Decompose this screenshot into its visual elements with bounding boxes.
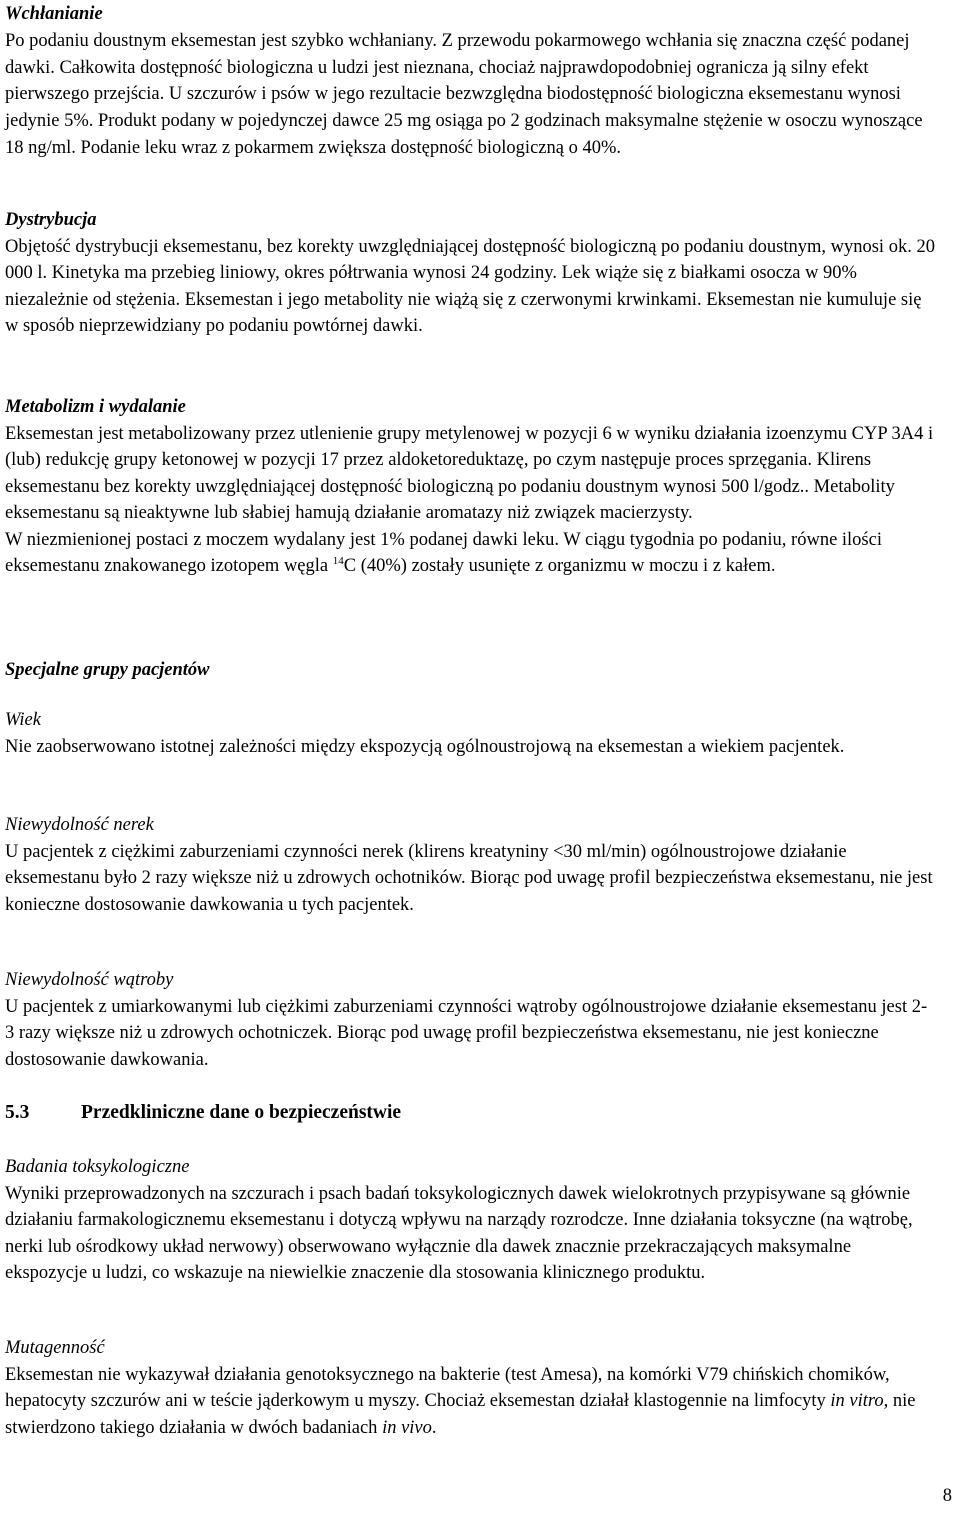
- isotope-superscript: 14: [332, 554, 344, 567]
- paragraph-renal: U pacjentek z ciężkimi zaburzeniami czynności nerek (klirens kreatyniny <30 ml/min) ogólnoustrojowe działanie eksemestanu było 2 razy większe niż u zdrowych ochotników. Biorąc pod uwagę profil bezpieczeństwa eksemestanu, nie jest konieczne dostosowanie dawkowania u tych pacjentek.: [5, 841, 933, 915]
- paragraph-hepatic: U pacjentek z umiarkowanymi lub ciężkimi zaburzeniami czynności wątroby ogólnoustrojowe działanie eksemestanu jest 2-3 razy większe niż u zdrowych ochotniczek. Biorąc pod uwagę profil bezpieczeństwa eksemestanu, nie jest konieczne dostosowanie dawkowania.: [5, 996, 928, 1070]
- metabolism-text-before: W niezmienionej postaci z moczem wydalany jest 1% podanej dawki leku. W ciągu tygodnia po podaniu, równe ilości eksemestanu znakowanego izotopem węgla: [5, 529, 882, 576]
- subsection-hepatic: [5, 967, 935, 1073]
- mutagenicity-in-vivo: in vivo: [382, 1417, 432, 1438]
- subsection-age: [5, 707, 935, 760]
- label-renal: Niewydolność nerek: [5, 815, 154, 835]
- mutagenicity-text-2: nie stwierdzono takiego działania w dwóch badaniach: [5, 1391, 916, 1438]
- section-title: Przedkliniczne dane o bezpieczeństwie: [81, 1102, 402, 1123]
- subsection-renal: [5, 812, 935, 918]
- paragraph-metabolism-2: [5, 527, 935, 580]
- label-mutagenicity: Mutagenność: [5, 1338, 105, 1358]
- paragraph-metabolism-1: Eksemestan jest metabolizowany przez utlenienie grupy metylenowej w pozycji 6 w wyniku działania izoenzymu CYP 3A4 i (lub) redukcję grupy ketonowej w pozycji 17 przez aldoketoreduktazę, po czym następuje proces sprzęgania. Klirens eksemestanu bez korekty uwzględniającej dostępność biologiczną po podaniu doustnym wynosi 500 l/godz.. Metabolity eksemestanu są nieaktywne lub słabiej hamują działanie aromatazy niż związek macierzysty.: [5, 423, 934, 523]
- page-number: 8: [942, 1486, 952, 1506]
- section-special-groups: [5, 657, 935, 684]
- subsection-mutagenicity: [5, 1335, 935, 1441]
- mutagenicity-text-1: Eksemestan nie wykazywał działania genotoksycznego na bakterie (test Amesa), na komórki V79 chińskich chomików, hepatocyty szczurów ani w teście jąderkowym u myszy. Chociaż eksemestan działał klastogennie na limfocyty: [5, 1364, 890, 1411]
- section-metabolism: [5, 394, 935, 580]
- heading-special-groups: Specjalne grupy pacjentów: [5, 660, 210, 680]
- paragraph-age: Nie zaobserwowano istotnej zależności między ekspozycją ogólnoustrojową na eksemestan a wiekiem pacjentek.: [5, 736, 845, 757]
- paragraph-distribution: Objętość dystrybucji eksemestanu, bez korekty uwzględniającej dostępność biologiczną po podaniu doustnym, wynosi ok. 20 000 l. Kinetyka ma przebieg liniowy, okres półtrwania wynosi 24 godziny. Lek wiąże się z białkami osocza w 90% niezależnie od stężenia. Eksemestan i jego metabolity nie wiążą się z czerwonymi krwinkami. Eksemestan nie kumuluje się w sposób nieprzewidziany po podaniu powtórnej dawki.: [5, 236, 935, 336]
- section-number: 5.3: [5, 1102, 30, 1123]
- paragraph-toxicology: Wyniki przeprowadzonych na szczurach i psach badań toksykologicznych dawek wielokrotnych przypisywane są głównie działaniu farmakologicznemu eksemestanu i dotyczą wpływu na narządy rozrodcze. Inne działania toksyczne (na wątrobę, nerki lub ośrodkowy układ nerwowy) obserwowano wyłącznie dla dawek znacznie przekraczających maksymalne ekspozycje u ludzi, co wskazuje na niewielkie znaczenie dla stosowania klinicznego produktu.: [5, 1183, 913, 1283]
- metabolism-text-after: C (40%) zostały usunięte z organizmu w moczu i z kałem.: [343, 556, 776, 576]
- label-toxicology: Badania toksykologiczne: [5, 1157, 190, 1177]
- heading-absorption: Wchłanianie: [5, 4, 103, 24]
- label-hepatic: Niewydolność wątroby: [5, 970, 174, 990]
- heading-metabolism: Metabolizm i wydalanie: [5, 397, 186, 417]
- label-age: Wiek: [5, 710, 41, 730]
- section-preclinical: [5, 1100, 935, 1127]
- section-absorption: [5, 1, 935, 162]
- heading-preclinical: [5, 1100, 935, 1127]
- mutagenicity-text-3: .: [431, 1417, 437, 1438]
- mutagenicity-in-vitro: in vitro,: [830, 1391, 889, 1411]
- subsection-toxicology: [5, 1154, 935, 1287]
- paragraph-absorption: Po podaniu doustnym eksemestan jest szybko wchłaniany. Z przewodu pokarmowego wchłania się znaczna część podanej dawki. Całkowita dostępność biologiczna u ludzi jest nieznana, chociaż najprawdopodobniej ogranicza ją silny efekt pierwszego przejścia. U szczurów i psów w jego rezultacie bezwzględna biodostępność biologiczna eksemestanu wynosi jedynie 5%. Produkt podany w pojedynczej dawce 25 mg osiąga po 2 godzinach maksymalne stężenie w osoczu wynoszące 18 ng/ml. Podanie leku wraz z pokarmem zwiększa dostępność biologiczną o 40%.: [5, 30, 923, 158]
- heading-distribution: Dystrybucja: [5, 210, 97, 230]
- paragraph-mutagenicity: [5, 1362, 935, 1442]
- section-distribution: [5, 207, 935, 340]
